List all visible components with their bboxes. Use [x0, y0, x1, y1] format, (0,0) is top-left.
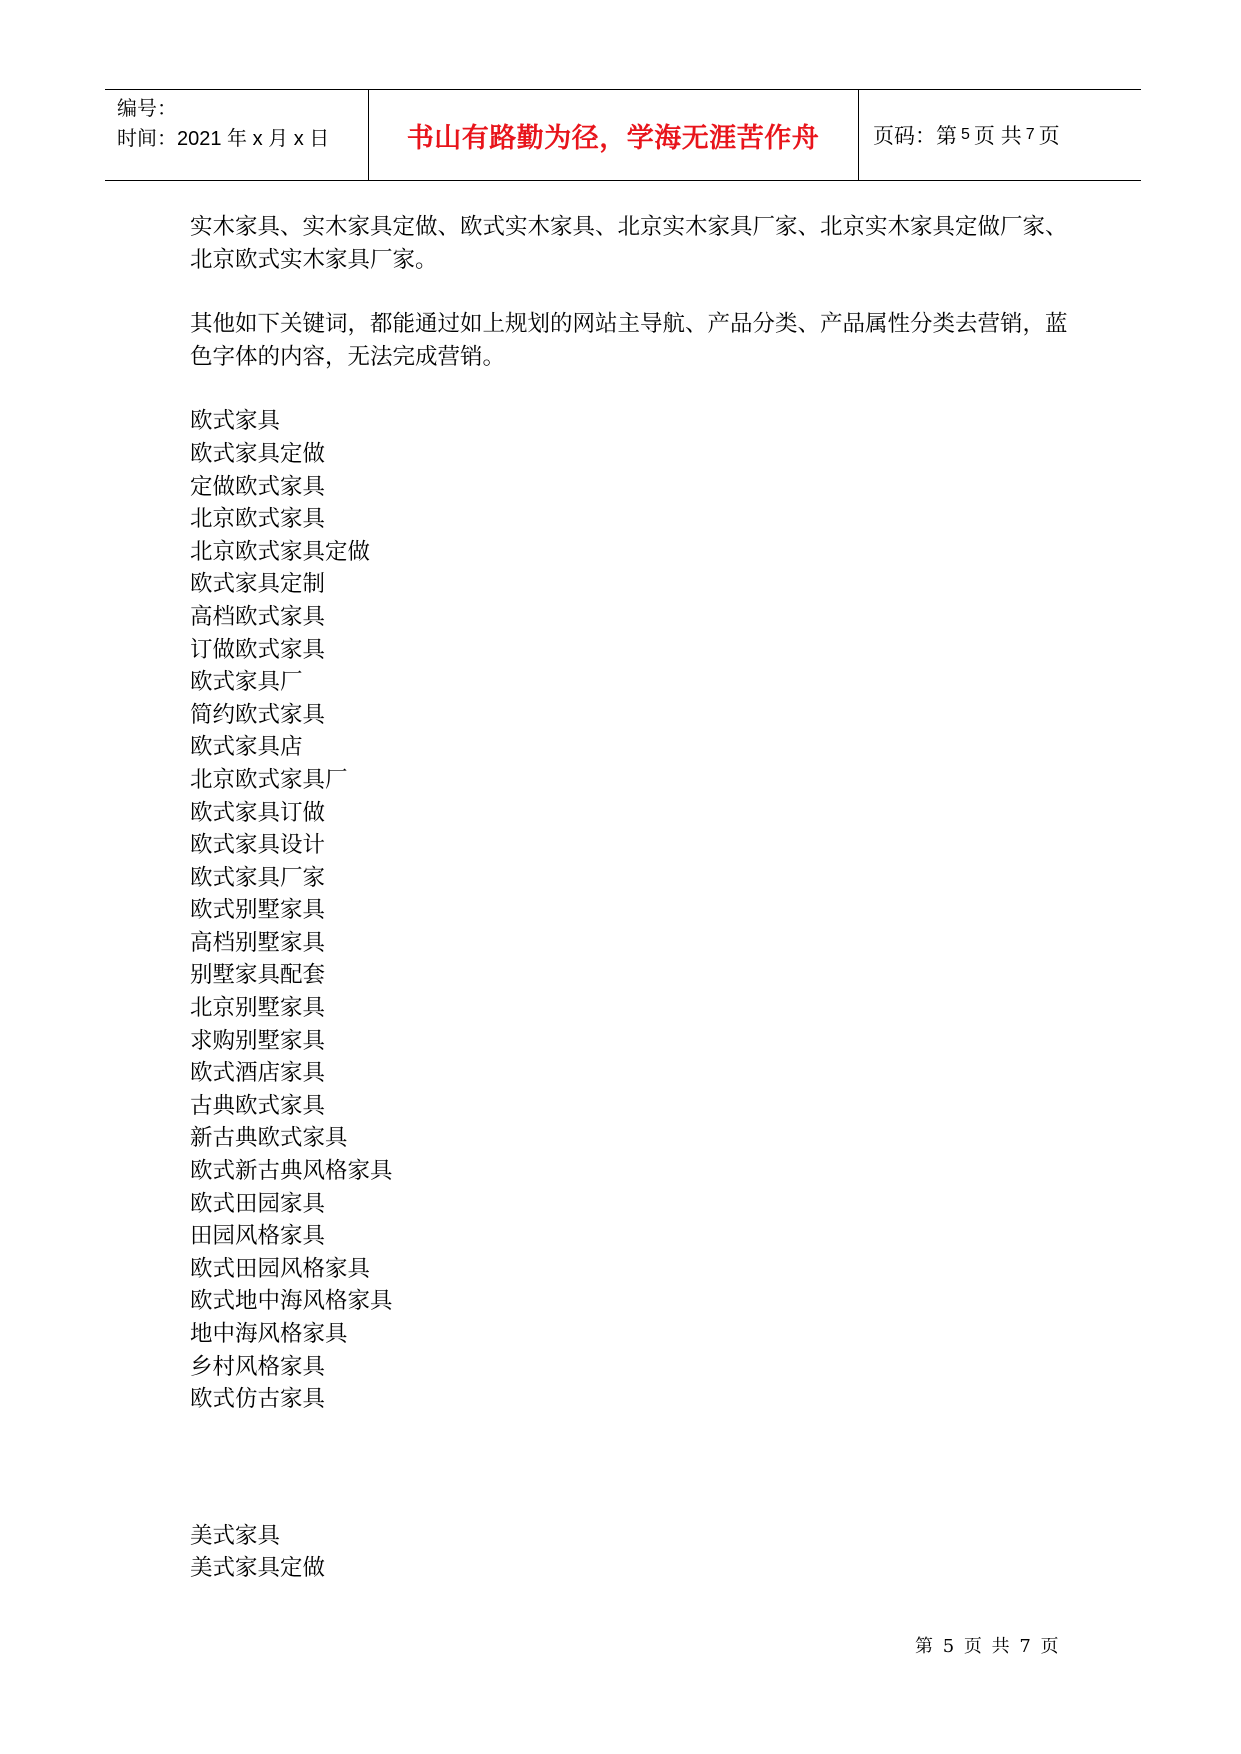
document-number-label: 编号： [117, 98, 177, 120]
keyword-item: 欧式仿古家具 [190, 1386, 326, 1413]
keyword-item: 欧式家具设计 [190, 832, 326, 859]
header-motto: 书山有路勤为径，学海无涯苦作舟 [406, 122, 820, 154]
keyword-item: 欧式家具定制 [190, 571, 326, 598]
keyword-item: 别墅家具配套 [190, 962, 326, 989]
keyword-item: 欧式家具厂 [190, 669, 303, 696]
header-page-info [873, 90, 1060, 180]
keyword-list-european [190, 405, 1070, 1415]
keyword-item: 欧式家具 [190, 408, 281, 435]
keyword-item: 高档别墅家具 [190, 929, 326, 956]
keyword-item: 地中海风格家具 [190, 1321, 348, 1347]
header-divider-right [858, 90, 859, 180]
keyword-item: 新古典欧式家具 [190, 1125, 348, 1152]
keyword-item: 定做欧式家具 [190, 473, 326, 500]
keyword-item: 求购别墅家具 [190, 1027, 326, 1054]
keyword-item: 欧式家具订做 [190, 799, 326, 826]
section-gap [190, 1416, 1070, 1520]
keyword-item: 欧式酒店家具 [190, 1060, 326, 1087]
page-total: 7 [1025, 126, 1035, 143]
keyword-item: 古典欧式家具 [190, 1092, 326, 1119]
keyword-item: 北京欧式家具 [190, 506, 326, 533]
keyword-item: 欧式田园家具 [190, 1190, 326, 1217]
keyword-item: 田园风格家具 [190, 1223, 326, 1250]
keyword-item: 北京欧式家具定做 [190, 538, 371, 565]
keyword-item: 欧式家具厂家 [190, 864, 326, 891]
paragraph-keywords-intro: 其他如下关键词，都能通过如上规划的网站主导航、产品分类、产品属性分类去营销，蓝色字体的内容，无法完成营销。 [190, 311, 1068, 370]
paragraph-gap [190, 276, 1070, 308]
page-suffix: 页 [1038, 125, 1060, 148]
paragraph-gap [190, 373, 1070, 405]
keyword-item: 欧式家具店 [190, 734, 303, 761]
keyword-item: 美式家具 [190, 1522, 281, 1549]
page-middle: 页 共 [973, 125, 1022, 148]
page-current: 5 [961, 126, 970, 143]
keyword-item: 北京欧式家具厂 [190, 766, 348, 793]
keyword-item: 欧式家具定做 [190, 440, 326, 467]
keyword-item: 欧式田园风格家具 [190, 1255, 371, 1282]
keyword-item: 美式家具定做 [190, 1555, 326, 1582]
page-prefix: 页码：第 [873, 125, 957, 148]
header-meta [117, 94, 329, 154]
keyword-item: 欧式地中海风格家具 [190, 1288, 393, 1315]
paragraph-solid-wood: 实木家具、实木家具定做、欧式实木家具、北京实木家具厂家、北京实木家具定做厂家、北京欧式实木家具厂家。 [190, 214, 1068, 273]
keyword-item: 简约欧式家具 [190, 701, 326, 728]
page-header [105, 89, 1141, 181]
keyword-item: 订做欧式家具 [190, 636, 326, 663]
keyword-item: 高档欧式家具 [190, 603, 326, 630]
keyword-item: 北京别墅家具 [190, 995, 326, 1022]
keyword-list-american [190, 1520, 1070, 1585]
document-time-label: 时间：2021 年 x 月 x 日 [117, 128, 330, 150]
keyword-item: 欧式别墅家具 [190, 897, 326, 924]
keyword-item: 乡村风格家具 [190, 1353, 326, 1380]
keyword-item: 欧式新古典风格家具 [190, 1158, 393, 1185]
page-footer: 第 5 页 共 7 页 [915, 1636, 1059, 1657]
document-body [190, 211, 1070, 1585]
